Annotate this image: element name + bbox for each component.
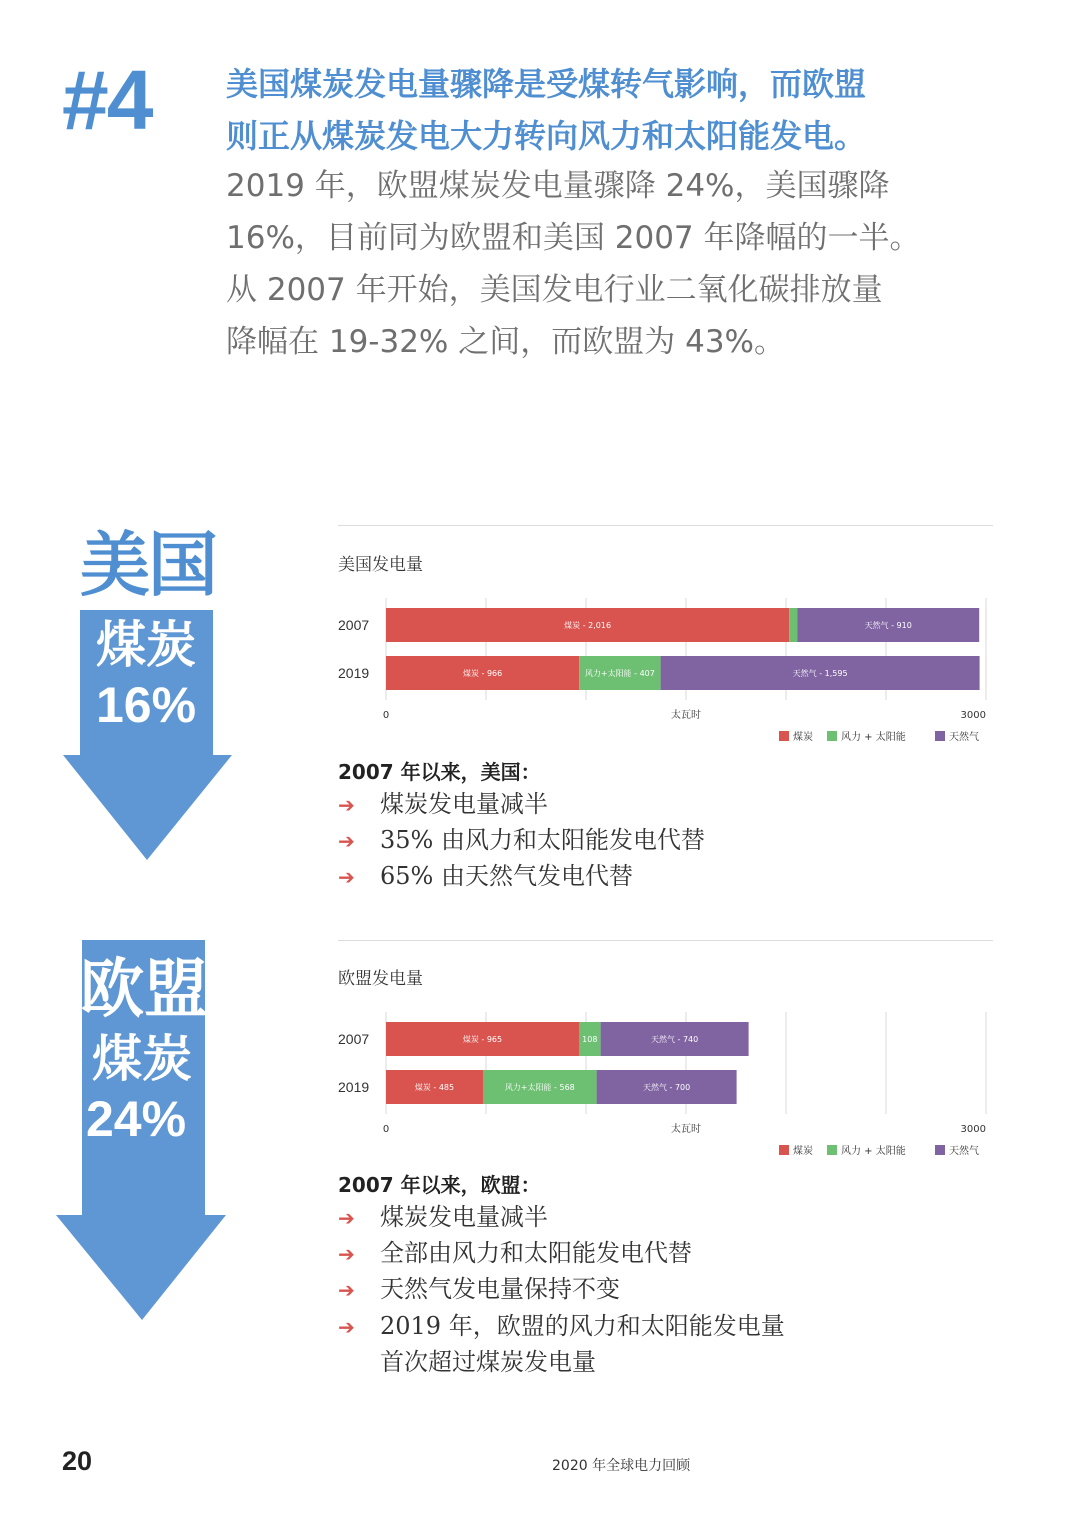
eu-arrow-region: 欧盟 (80, 953, 208, 1027)
us-chart-data-label: 天然气 - 910 (864, 621, 912, 630)
us-bullet-2 (338, 822, 705, 859)
eu-chart (330, 1004, 1000, 1169)
eu-chart-legend-label: 天然气 (949, 1146, 979, 1157)
eu-chart-data-label: 风力+太阳能 - 568 (504, 1083, 575, 1092)
eu-bullet-2-text: 全部由风力和太阳能发电代替 (380, 1239, 692, 1267)
arrow-right-icon: ➔ (338, 1242, 355, 1266)
eu-chart-category-label: 2007 (338, 1031, 370, 1047)
eu-chart-legend-swatch (827, 1145, 837, 1155)
eu-bullet-2 (338, 1235, 692, 1272)
eu-bullet-4-text: 2019 年，欧盟的风力和太阳能发电量 (380, 1312, 785, 1340)
eu-arrow-fuel: 煤炭 (92, 1030, 192, 1088)
eu-bullet-3-text: 天然气发电量保持不变 (380, 1275, 620, 1303)
eu-bullet-4-continuation: 首次超过煤炭发电量 (380, 1348, 596, 1376)
eu-chart-category-label: 2019 (338, 1079, 370, 1095)
us-bullet-1 (338, 786, 548, 823)
eu-chart-data-label: 煤炭 - 485 (414, 1083, 455, 1092)
arrow-right-icon: ➔ (338, 793, 355, 817)
eu-chart-data-label: 108 (582, 1035, 598, 1044)
us-chart-category-label: 2019 (338, 665, 370, 681)
eu-summary-heading: 2007 年以来，欧盟： (338, 1173, 541, 1197)
eu-chart-data-label: 天然气 - 700 (642, 1083, 691, 1092)
us-chart-data-label: 天然气 - 1,595 (792, 669, 848, 678)
eu-chart-x-axis-label: 太瓦时 (671, 1124, 701, 1135)
section-number: #4 (62, 53, 152, 147)
us-chart-bar-segment (789, 608, 797, 642)
us-chart-title: 美国发电量 (338, 555, 423, 575)
arrow-right-icon: ➔ (338, 1315, 355, 1339)
us-chart-legend-label: 煤炭 (793, 732, 813, 743)
us-chart-legend-swatch (935, 731, 945, 741)
arrow-right-icon: ➔ (338, 1278, 355, 1302)
us-bullet-3 (338, 858, 633, 895)
eu-bullet-4 (338, 1308, 785, 1345)
us-arrow-percent: 16% (96, 677, 197, 733)
us-chart-top-rule (338, 525, 993, 526)
eu-chart-legend-label: 风力 + 太阳能 (841, 1146, 906, 1157)
us-summary-heading: 2007 年以来，美国： (338, 760, 541, 784)
us-arrow-fuel: 煤炭 (96, 616, 196, 674)
body-line-4: 降幅在 19-32% 之间，而欧盟为 43%。 (226, 324, 785, 360)
eu-chart-legend-label: 煤炭 (793, 1146, 813, 1157)
eu-chart-title: 欧盟发电量 (338, 969, 423, 989)
us-chart-legend-label: 风力 + 太阳能 (841, 732, 906, 743)
us-chart-x-axis-label: 太瓦时 (671, 710, 701, 721)
us-chart-x-tick-label: 3000 (960, 710, 986, 721)
eu-chart-data-label: 煤炭 - 965 (462, 1035, 503, 1044)
eu-chart-top-rule (338, 940, 993, 941)
us-chart (330, 590, 1000, 755)
us-chart-data-label: 煤炭 - 2,016 (564, 621, 612, 630)
arrow-right-icon: ➔ (338, 865, 355, 889)
footer-title: 2020 年全球电力回顾 (552, 1458, 691, 1474)
us-arrow-region: 美国 (80, 524, 216, 606)
headline-line-2: 则正从煤炭发电大力转向风力和太阳能发电。 (226, 117, 867, 155)
eu-bullet-3 (338, 1271, 620, 1308)
us-chart-legend-swatch (827, 731, 837, 741)
eu-chart-x-tick-label: 3000 (960, 1124, 986, 1135)
eu-chart-legend-swatch (779, 1145, 789, 1155)
body-line-2: 16%，目前同为欧盟和美国 2007 年降幅的一半。 (226, 220, 921, 256)
eu-arrow-percent: 24% (86, 1091, 187, 1147)
us-chart-legend-swatch (779, 731, 789, 741)
arrow-right-icon: ➔ (338, 1206, 355, 1230)
us-chart-legend-label: 天然气 (949, 732, 979, 743)
eu-bullet-1-text: 煤炭发电量减半 (380, 1203, 548, 1231)
us-chart-x-tick-label: 0 (382, 710, 390, 721)
body-line-1: 2019 年，欧盟煤炭发电量骤降 24%，美国骤降 (226, 168, 890, 204)
eu-chart-x-tick-label: 0 (382, 1124, 390, 1135)
eu-chart-legend-swatch (935, 1145, 945, 1155)
headline-line-1: 美国煤炭发电量骤降是受煤转气影响，而欧盟 (226, 65, 867, 103)
us-bullet-3-text: 65% 由天然气发电代替 (380, 862, 633, 890)
us-bullet-2-text: 35% 由风力和太阳能发电代替 (380, 826, 705, 854)
eu-chart-data-label: 天然气 - 740 (650, 1035, 699, 1044)
eu-bullet-1 (338, 1199, 548, 1236)
us-chart-category-label: 2007 (338, 617, 370, 633)
us-bullet-1-text: 煤炭发电量减半 (380, 790, 548, 818)
us-chart-data-label: 风力+太阳能 - 407 (584, 669, 655, 678)
us-chart-data-label: 煤炭 - 966 (462, 669, 503, 678)
arrow-right-icon: ➔ (338, 829, 355, 853)
page-number: 20 (62, 1446, 93, 1476)
body-line-3: 从 2007 年开始，美国发电行业二氧化碳排放量 (226, 272, 883, 308)
